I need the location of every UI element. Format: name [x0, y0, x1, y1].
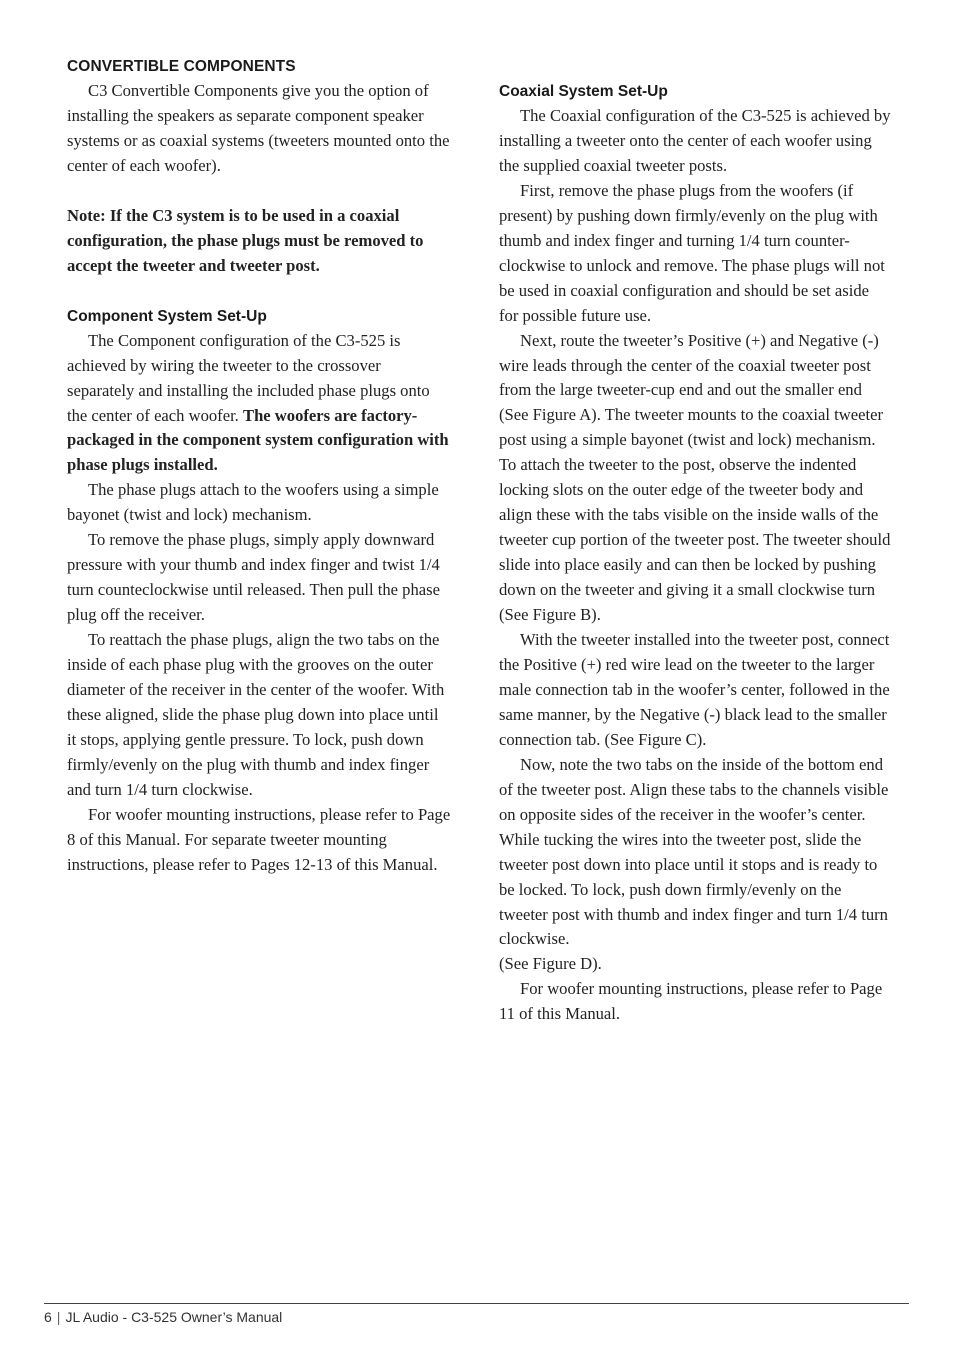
coaxial-paragraph-5: Now, note the two tabs on the inside of the bottom end of the tweeter post. Align these tabs to the channels visible on opposite sides of the receiver in the woofer’s center. While tucking the wires into the tweeter post, slide the tweeter post down into place until it stops and is ready to be locked. To lock, push down firmly/evenly on the tweeter post with thumb and index finger and turn 1/4 turn clockwise.	[499, 754, 889, 949]
component-paragraph-3: To remove the phase plugs, simply apply downward pressure with your thumb and index finger and twist 1/4 turn counteclockwise until released. Then pull the phase plug off the receiver.	[67, 530, 440, 625]
intro-paragraph: C3 Convertible Components give you the option of installing the speakers as separate component speaker systems or as coaxial systems (tweeters mounted onto the center of each woofer).	[67, 81, 450, 175]
coaxial-setup-heading: Coaxial System Set-Up	[499, 83, 668, 100]
coaxial-paragraph-6: For woofer mounting instructions, please refer to Page 11 of this Manual.	[499, 979, 883, 1024]
component-setup-heading: Component System Set-Up	[67, 307, 267, 325]
page-number: 6	[44, 1309, 52, 1325]
manual-title: JL Audio - C3-525 Owner’s Manual	[65, 1309, 283, 1325]
footer-separator: |	[56, 1309, 61, 1325]
component-paragraph-1-text: The Component configuration of the C3-525 is achieved by wiring the tweeter to the crossover separately and installing the included phase plugs onto the center of each woofer.	[67, 330, 430, 425]
coaxial-paragraph-1: The Coaxial configuration of the C3-525 is achieved by installing a tweeter onto the center of each woofer using the supplied coaxial tweeter posts.	[499, 106, 891, 175]
coaxial-paragraph-2: First, remove the phase plugs from the woofers (if present) by pushing down firmly/evenly on the plug with thumb and index finger and turning 1/4 turn counter-clockwise to unlock and remove. The phase plugs will not be used in coaxial configuration and should be set aside for possible future use.	[499, 180, 885, 325]
coaxial-figure-d-ref: (See Figure D).	[499, 954, 602, 974]
component-paragraph-1-bold: The woofers are factory-packaged in the component system configuration with phase plugs installed.	[67, 405, 449, 475]
component-paragraph-2: The phase plugs attach to the woofers using a simple bayonet (twist and lock) mechanism.	[67, 480, 439, 525]
right-column	[499, 79, 891, 1027]
coaxial-paragraph-4: With the tweeter installed into the tweeter post, connect the Positive (+) red wire lead on the tweeter to the larger male connection tab in the woofer’s center, followed in the same manner, by the Negative (-) black lead to the smaller connection tab. (See Figure C).	[499, 630, 890, 749]
footer-rule	[44, 1303, 909, 1304]
coaxial-note: Note: If the C3 system is to be used in a coaxial configuration, the phase plugs must be removed to accept the tweeter and tweeter post.	[67, 205, 424, 275]
section-heading-convertible: CONVERTIBLE COMPONENTS	[67, 58, 296, 75]
left-column	[67, 54, 451, 878]
coaxial-paragraph-3: Next, route the tweeter’s Positive (+) and Negative (-) wire leads through the center of the coaxial tweeter post from the large tweeter-cup end and out the smaller end (See Figure A). The tweeter mounts to the coaxial tweeter post using a simple bayonet (twist and lock) mechanism. To attach the tweeter to the post, observe the indented locking slots on the outer edge of the tweeter body and align these with the tabs visible on the inside walls of the tweeter cup portion of the tweeter post. The tweeter should slide into place easily and can then be locked by pushing down on the tweeter and giving it a small clockwise turn (See Figure B).	[499, 330, 891, 625]
component-paragraph-5: For woofer mounting instructions, please refer to Page 8 of this Manual. For separate tweeter mounting instructions, please refer to Pages 12-13 of this Manual.	[67, 804, 451, 874]
component-paragraph-4: To reattach the phase plugs, align the two tabs on the inside of each phase plug with the grooves on the outer diameter of the receiver in the center of the woofer. With these aligned, slide the phase plug down into place until it stops, applying gentle pressure. To lock, push down firmly/evenly on the plug with thumb and index finger and turn 1/4 turn clockwise.	[67, 630, 445, 799]
component-paragraph-1	[67, 329, 451, 479]
page-footer	[44, 1309, 282, 1325]
